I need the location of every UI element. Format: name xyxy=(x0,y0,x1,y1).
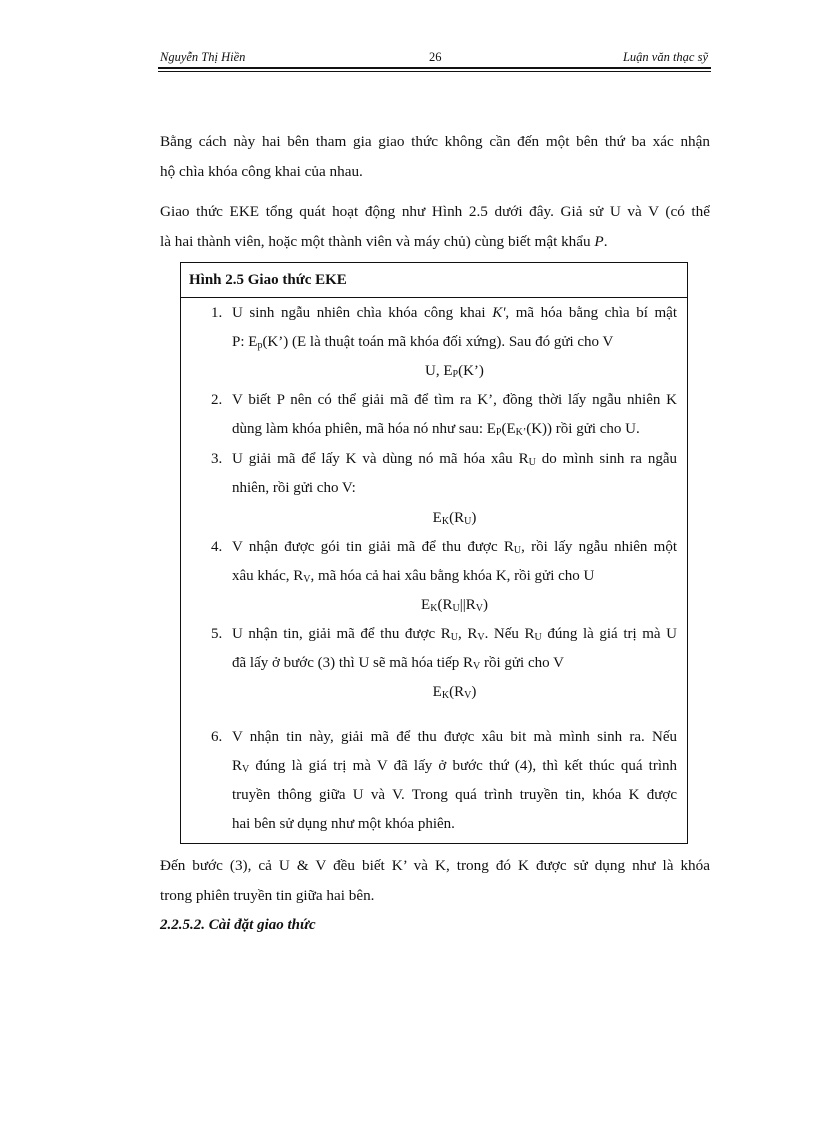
step-formula xyxy=(232,503,677,533)
text-run: (K’) xyxy=(458,363,484,379)
text-run: , R xyxy=(457,626,478,642)
figure-box xyxy=(180,262,688,844)
text-run: (R xyxy=(449,684,465,700)
step-number: 2. xyxy=(211,392,223,408)
step-line xyxy=(232,562,677,591)
step-line: nhiên, rồi gửi cho V: xyxy=(232,480,356,496)
step-formula xyxy=(232,591,677,620)
subscript: V xyxy=(303,574,311,585)
text-run: V nhận được gói tin giải mã để thu được R xyxy=(232,539,514,555)
step-number: 3. xyxy=(211,451,223,467)
text-run: U nhận tin, giải mã để thu được R xyxy=(232,626,451,642)
subscript: U xyxy=(534,632,542,643)
text-run: đúng là giá trị mà V đã lấy ở bước thứ (4), thì kết thúc quá trình xyxy=(249,758,677,774)
subscript: V xyxy=(475,603,483,614)
text-line: trong phiên truyền tin giữa hai bên. xyxy=(160,887,375,904)
subscript: K xyxy=(441,690,450,701)
subscript: K xyxy=(441,516,450,527)
step-number: 5. xyxy=(211,626,223,642)
text-run: U, E xyxy=(425,363,453,379)
text-run: là hai thành viên, hoặc một thành viên và máy chủ) cùng biết mật khẩu xyxy=(160,233,595,250)
section-heading: 2.2.5.2. Cài đặt giao thức xyxy=(160,917,316,933)
text-run: E xyxy=(421,597,431,613)
subscript: K’ xyxy=(515,427,527,438)
step-formula xyxy=(232,357,677,386)
text-run: (E xyxy=(501,421,516,437)
step-number: 4. xyxy=(211,539,223,555)
step-line xyxy=(232,328,677,357)
subscript: V xyxy=(464,690,472,701)
step-line: truyền thông giữa U và V. Trong quá trình truyền tin, khóa K được xyxy=(232,787,677,803)
text-run: đã lấy ở bước (3) thì U sẽ mã hóa tiếp R xyxy=(232,655,474,671)
step-line: hai bên sử dụng như một khóa phiên. xyxy=(232,816,455,832)
text-run: dùng làm khóa phiên, mã hóa nó như sau: E xyxy=(232,421,496,437)
text-run: P: E xyxy=(232,334,258,350)
intro-paragraph-2 xyxy=(160,197,710,257)
header-author: Nguyễn Thị Hiền xyxy=(160,50,246,64)
text-line xyxy=(160,227,710,257)
text-line: Đến bước (3), cả U & V đều biết K’ và K, trong đó K được sử dụng như là khóa xyxy=(160,857,710,874)
text-run: do mình sinh ra ngẫu xyxy=(535,451,677,467)
text-run: . xyxy=(603,233,608,250)
step-line xyxy=(232,299,677,328)
text-run: U sinh ngẫu nhiên chìa khóa công khai xyxy=(232,305,493,321)
subscript: U xyxy=(452,603,460,614)
step-line xyxy=(232,620,677,649)
text-run: R xyxy=(232,758,243,774)
subscript: p xyxy=(257,340,263,351)
step-formula xyxy=(232,678,677,707)
step-number: 1. xyxy=(211,305,223,321)
text-run: E xyxy=(432,510,442,526)
text-run: đúng là giá trị mà U xyxy=(541,626,677,642)
text-run: ) xyxy=(471,510,477,526)
text-line: Bằng cách này hai bên tham gia giao thức không cần đến một bên thứ ba xác nhận xyxy=(160,133,710,150)
text-run: rồi gửi cho V xyxy=(480,655,564,671)
text-run: E xyxy=(432,684,442,700)
header-rule-thin xyxy=(158,71,711,72)
subscript: P xyxy=(452,369,459,380)
header-rule-thick xyxy=(158,67,711,69)
text-run: (K’) (E là thuật toán mã khóa đối xứng). Sau đó gửi cho V xyxy=(262,334,614,350)
outro-paragraph xyxy=(160,851,710,911)
text-run: . Nếu R xyxy=(484,626,535,642)
subscript: V xyxy=(473,661,481,672)
text-run: (R xyxy=(449,510,465,526)
header-page-number: 26 xyxy=(429,50,442,64)
subscript: V xyxy=(242,764,250,775)
password-symbol: P xyxy=(594,233,604,250)
key-symbol: K' xyxy=(492,305,506,321)
text-run: , mã hóa bằng chìa bí mật xyxy=(505,305,677,321)
subscript: P xyxy=(495,427,502,438)
page-header xyxy=(158,50,710,66)
step-line: V nhận tin này, giải mã để thu được xâu bit mà mình sinh ra. Nếu xyxy=(232,729,677,745)
step-line xyxy=(232,649,677,678)
text-run: (R xyxy=(437,597,453,613)
subscript: U xyxy=(513,545,522,556)
subscript: U xyxy=(528,457,536,468)
figure-title: Hình 2.5 Giao thức EKE xyxy=(181,263,687,298)
subscript: U xyxy=(464,516,472,527)
intro-paragraph-1 xyxy=(160,127,710,187)
text-run: , mã hóa cả hai xâu bằng khóa K, rồi gửi cho U xyxy=(310,568,595,584)
step-line xyxy=(232,415,677,444)
text-run: xâu khác, R xyxy=(232,568,304,584)
step-line xyxy=(232,445,677,474)
step-line: V biết P nên có thể giải mã để tìm ra K’, đồng thời lấy ngẫu nhiên K xyxy=(232,392,677,408)
header-doc-type: Luận văn thạc sỹ xyxy=(622,50,708,64)
subscript: U xyxy=(450,632,458,643)
text-run: ||R xyxy=(459,597,476,613)
text-run: , rồi lấy ngẫu nhiên một xyxy=(521,539,677,555)
subscript: V xyxy=(477,632,485,643)
text-line: hộ chìa khóa công khai của nhau. xyxy=(160,163,363,180)
text-run: U giải mã để lấy K và dùng nó mã hóa xâu R xyxy=(232,451,529,467)
text-line: Giao thức EKE tổng quát hoạt động như Hình 2.5 dưới đây. Giả sử U và V (có thể xyxy=(160,203,710,220)
step-number: 6. xyxy=(211,729,223,745)
text-run: ) xyxy=(482,597,488,613)
subscript: K xyxy=(430,603,438,614)
step-line xyxy=(232,752,677,781)
text-run: ) xyxy=(471,684,477,700)
step-line xyxy=(232,533,677,562)
text-run: (K)) rồi gửi cho U. xyxy=(526,421,640,437)
